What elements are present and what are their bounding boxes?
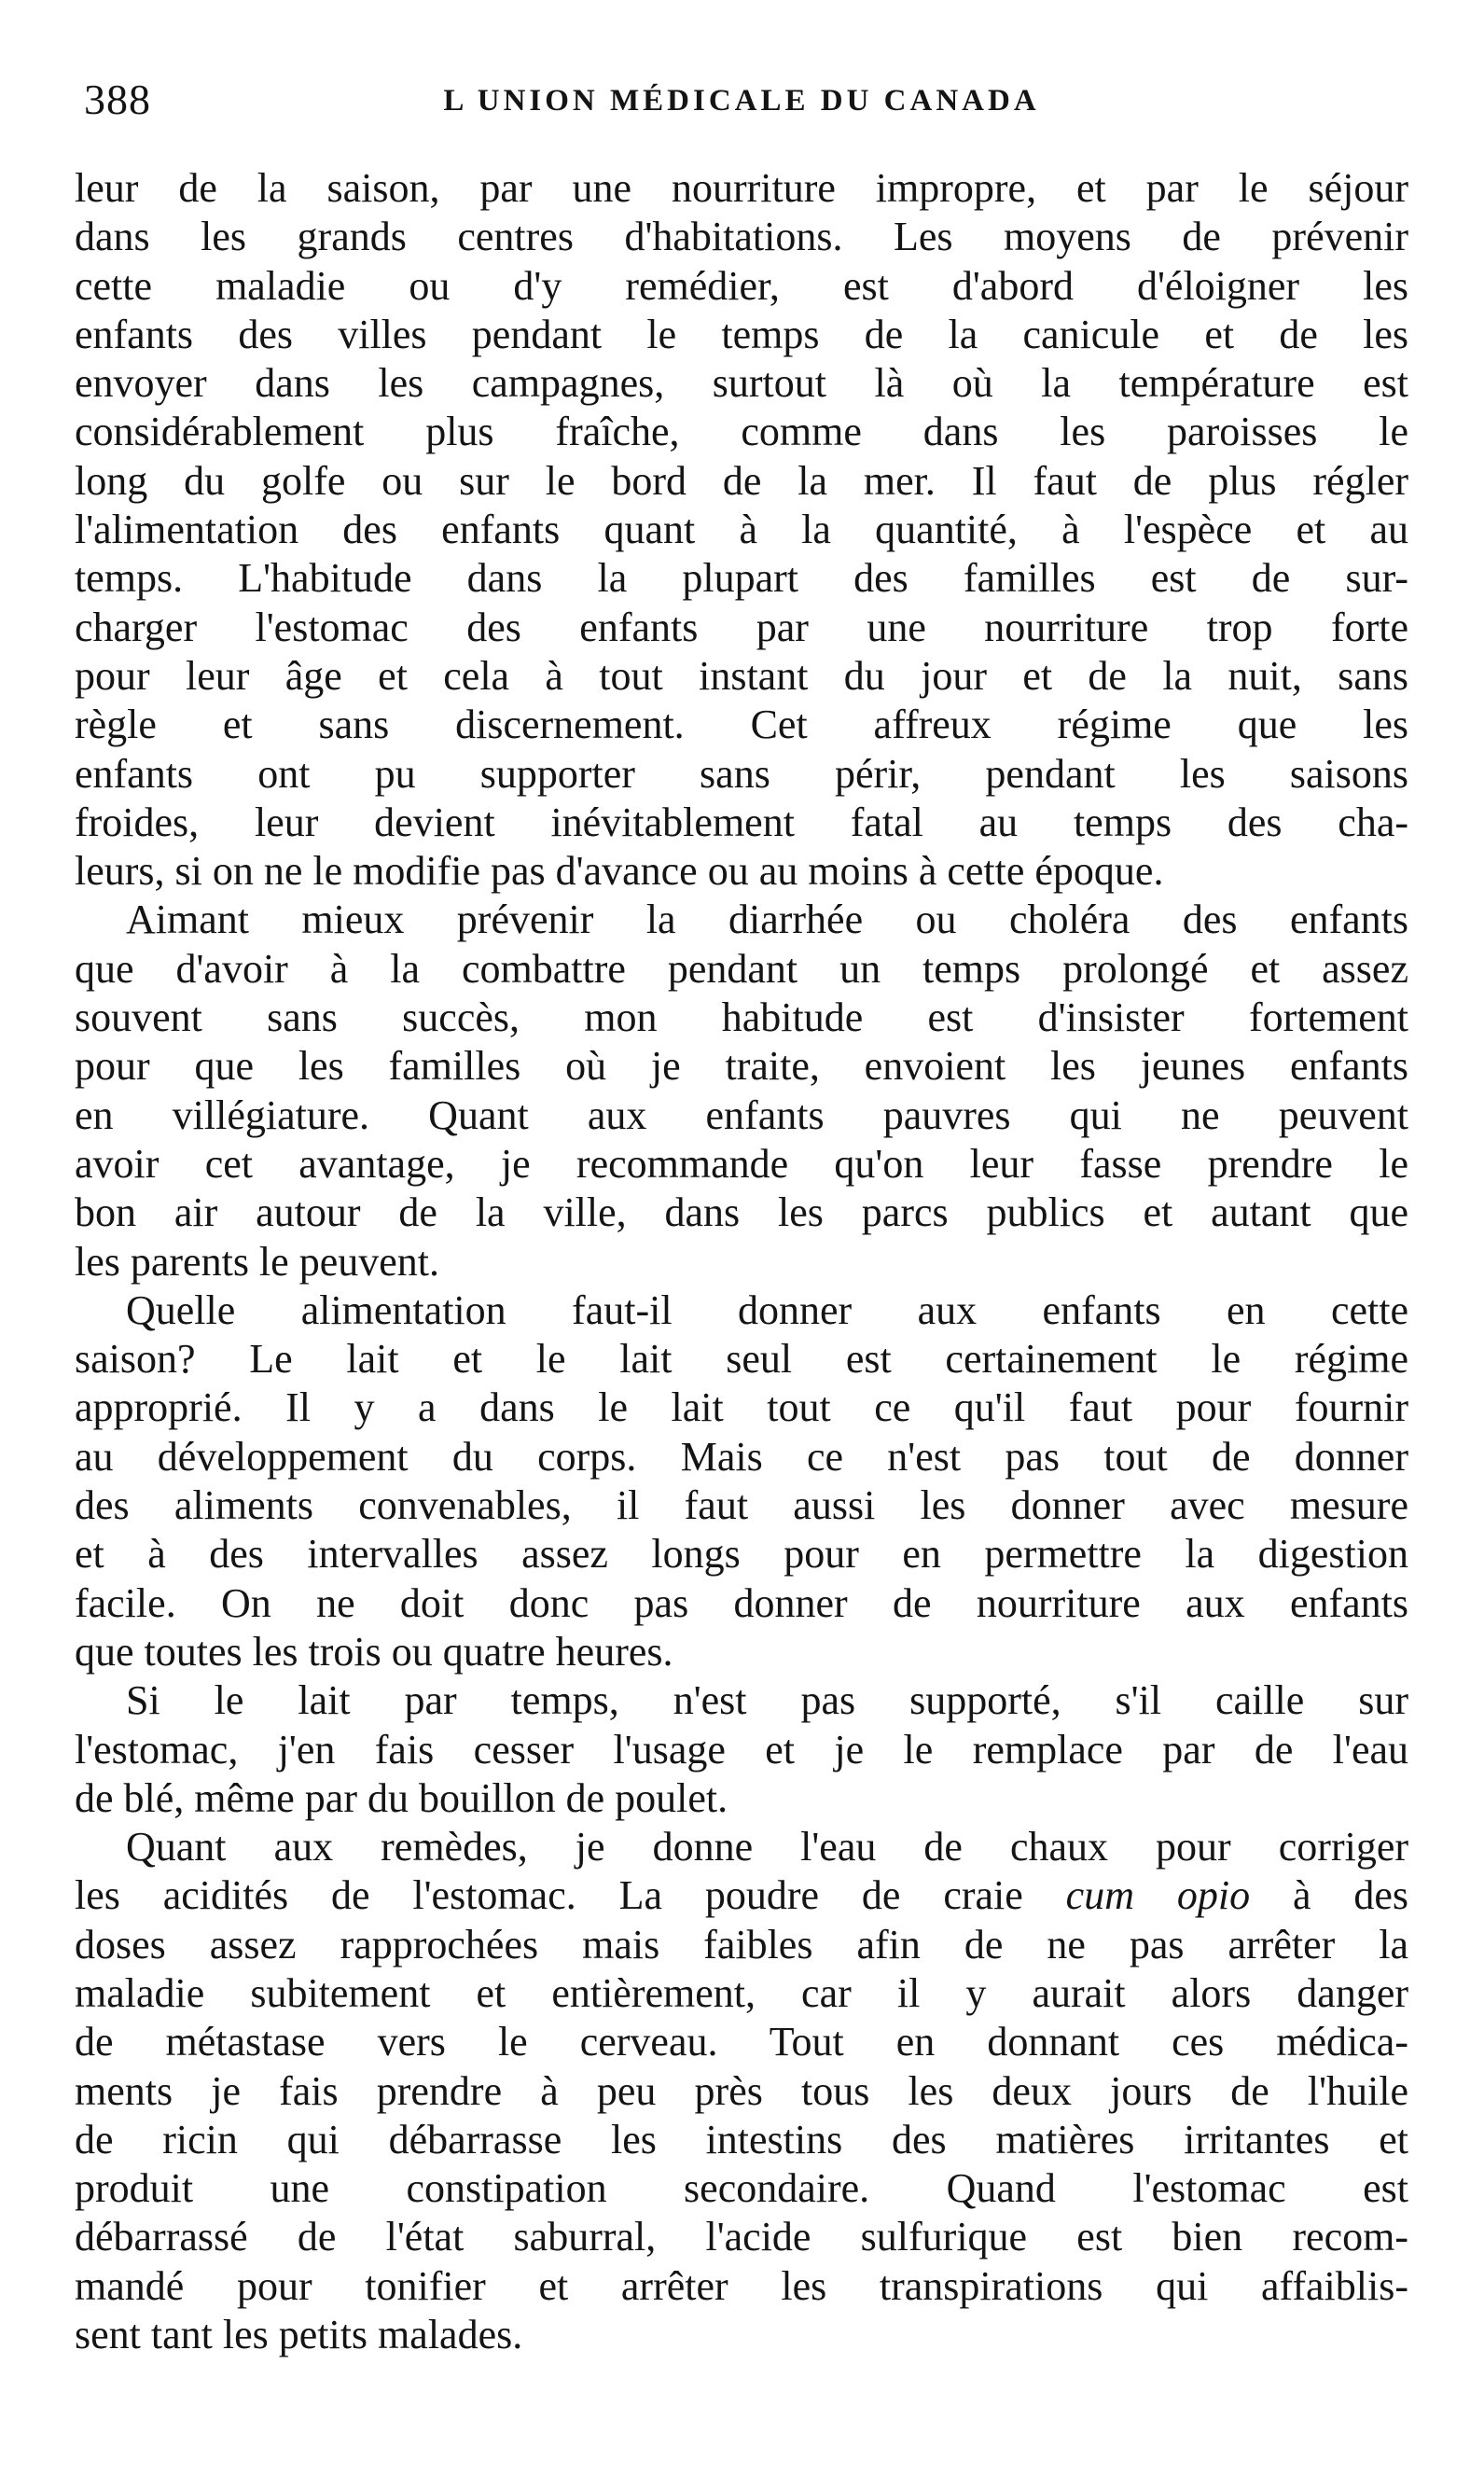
text-line: des aliments convenables, il faut aussi les donner avec mesure	[75, 1482, 1408, 1529]
text-line: enfants ont pu supporter sans périr, pendant les saisons	[75, 750, 1408, 797]
text-line: envoyer dans les campagnes, surtout là où la température est	[75, 360, 1408, 407]
text-line: les parents le peuvent.	[75, 1238, 439, 1285]
text-line: enfants des villes pendant le temps de la canicule et de les	[75, 311, 1408, 357]
text-line: l'alimentation des enfants quant à la quantité, à l'espèce et au	[75, 507, 1408, 553]
text-line: dans les grands centres d'habitations. Les moyens de prévenir	[75, 214, 1408, 260]
text-line: leurs, si on ne le modifie pas d'avance ou au moins à cette époque.	[75, 848, 1164, 895]
running-title: L UNION MÉDICALE DU CANADA	[443, 84, 1040, 118]
latin-phrase: cum opio	[1065, 1872, 1251, 1919]
text-line: Quant aux remèdes, je donne l'eau de chaux pour corriger	[126, 1824, 1408, 1870]
text-line: de ricin qui débarrasse les intestins des matières irritantes et	[75, 2116, 1408, 2162]
text-line: cette maladie ou d'y remédier, est d'abord d'éloigner les	[75, 262, 1408, 309]
text-line: long du golfe ou sur le bord de la mer. Il faut de plus régler	[75, 457, 1408, 504]
text-line: règle et sans discernement. Cet affreux régime que les	[75, 702, 1408, 748]
text-line: bon air autour de la ville, dans les parcs publics et autant que	[75, 1189, 1408, 1236]
text-line: les acidités de l'estomac. La poudre de craie cum opio à des	[75, 1872, 1408, 1919]
text-line: considérablement plus fraîche, comme dans les paroisses le	[75, 409, 1408, 455]
document-page	[75, 75, 1408, 2358]
text-line: leur de la saison, par une nourriture impropre, et par le séjour	[75, 165, 1408, 211]
page-number: 388	[84, 76, 151, 123]
text-line: doses assez rapprochées mais faibles afin de ne pas arrêter la	[75, 1921, 1408, 1967]
text-line: et à des intervalles assez longs pour en permettre la digestion	[75, 1531, 1408, 1578]
paragraph	[75, 896, 1408, 1286]
text-line: mandé pour tonifier et arrêter les transpirations qui affaiblis-	[75, 2262, 1408, 2309]
text-line: Quelle alimentation faut-il donner aux enfants en cette	[126, 1286, 1408, 1333]
text-line: froides, leur devient inévitablement fatal au temps des cha-	[75, 799, 1408, 845]
text-line: l'estomac, j'en fais cesser l'usage et je le remplace par de l'eau	[75, 1726, 1408, 1773]
text-line: charger l'estomac des enfants par une nourriture trop forte	[75, 604, 1408, 650]
text-line: de blé, même par du bouillon de poulet.	[75, 1774, 728, 1821]
text-line: maladie subitement et entièrement, car il y aurait alors danger	[75, 1969, 1408, 2016]
text-line: facile. On ne doit donc pas donner de nourriture aux enfants	[75, 1579, 1408, 1626]
text-line: produit une constipation secondaire. Quand l'estomac est	[75, 2165, 1408, 2212]
page-header	[75, 75, 1408, 149]
paragraph	[75, 1286, 1408, 1676]
text-line: pour que les familles où je traite, envoient les jeunes enfants	[75, 1043, 1408, 1090]
paragraph	[75, 1823, 1408, 2359]
text-line: pour leur âge et cela à tout instant du jour et de la nuit, sans	[75, 652, 1408, 699]
text-line: au développement du corps. Mais ce n'est pas tout de donner	[75, 1433, 1408, 1480]
text-line: de métastase vers le cerveau. Tout en donnant ces médica-	[75, 2019, 1408, 2065]
text-line: que toutes les trois ou quatre heures.	[75, 1628, 673, 1675]
body-text	[75, 164, 1408, 2359]
text-line: en villégiature. Quant aux enfants pauvres qui ne peuvent	[75, 1092, 1408, 1138]
text-line: Si le lait par temps, n'est pas supporté, s'il caille sur	[126, 1677, 1408, 1724]
text-line: temps. L'habitude dans la plupart des familles est de sur-	[75, 555, 1408, 602]
text-line: que d'avoir à la combattre pendant un temps prolongé et assez	[75, 945, 1408, 992]
text-line: saison? Le lait et le lait seul est certainement le régime	[75, 1336, 1408, 1383]
text-line: débarrassé de l'état saburral, l'acide sulfurique est bien recom-	[75, 2214, 1408, 2260]
text-line: avoir cet avantage, je recommande qu'on leur fasse prendre le	[75, 1140, 1408, 1187]
text-line: ments je fais prendre à peu près tous les deux jours de l'huile	[75, 2067, 1408, 2114]
text-line: Aimant mieux prévenir la diarrhée ou choléra des enfants	[126, 897, 1408, 943]
paragraph	[75, 164, 1408, 896]
text-line: sent tant les petits malades.	[75, 2312, 523, 2358]
text-line: souvent sans succès, mon habitude est d'insister fortement	[75, 994, 1408, 1041]
paragraph	[75, 1676, 1408, 1823]
text-line: approprié. Il y a dans le lait tout ce qu'il faut pour fournir	[75, 1384, 1408, 1431]
